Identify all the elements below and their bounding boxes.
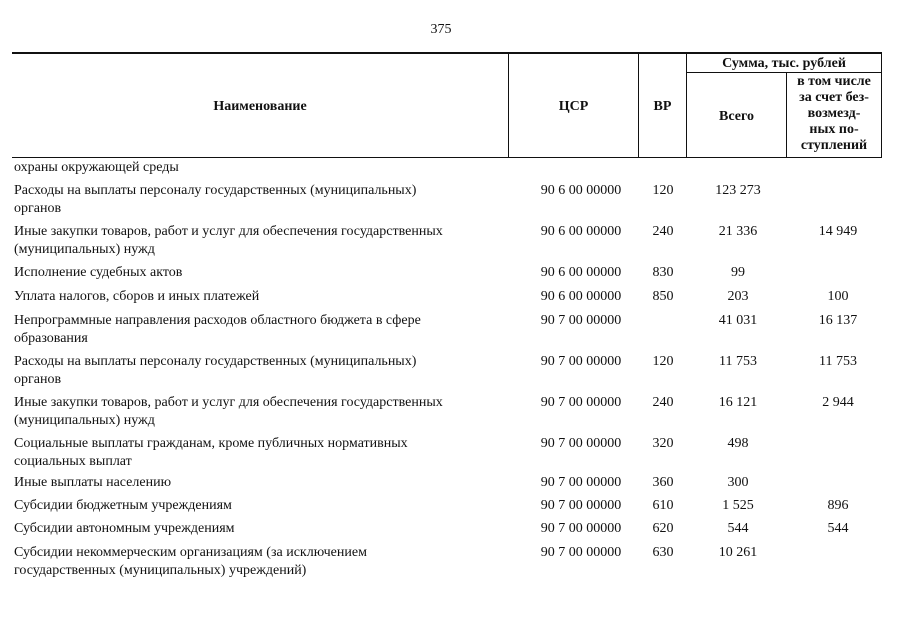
row-csr: 90 7 00 00000 <box>540 354 622 369</box>
row-name: Иные выплаты населению <box>14 475 172 490</box>
row-vr: 240 <box>652 395 674 410</box>
row-name: Субсидии некоммерческим организациям (за исключением государственных (муниципальных) учреждений) <box>14 545 367 578</box>
row-csr: 90 7 00 00000 <box>540 498 622 513</box>
row-total: 544 <box>727 521 749 536</box>
row-vr: 240 <box>652 224 674 239</box>
row-vr: 120 <box>652 354 674 369</box>
row-total: 1 525 <box>722 498 754 513</box>
row-total: 16 121 <box>718 395 758 410</box>
row-total: 41 031 <box>718 313 758 328</box>
column-header-free-receipts: в том числе за счет без- возмезд- ных по- ступлений <box>797 74 871 153</box>
row-total: 99 <box>731 265 745 280</box>
row-csr: 90 7 00 00000 <box>540 521 622 536</box>
row-total: 10 261 <box>718 545 758 560</box>
column-header-name: Наименование <box>213 99 307 114</box>
row-csr: 90 7 00 00000 <box>540 545 622 560</box>
row-name: Непрограммные направления расходов областного бюджета в сфере образования <box>14 313 421 346</box>
row-free-receipts: 544 <box>827 521 849 536</box>
column-header-sum-group: Сумма, тыс. рублей <box>722 56 846 71</box>
header-bottom-border <box>12 157 882 158</box>
row-name: Расходы на выплаты персоналу государственных (муниципальных) органов <box>14 183 417 216</box>
row-vr: 620 <box>652 521 674 536</box>
row-vr: 360 <box>652 475 674 490</box>
row-free-receipts: 100 <box>827 289 849 304</box>
row-name: Социальные выплаты гражданам, кроме публичных нормативных социальных выплат <box>14 436 408 469</box>
row-csr: 90 6 00 00000 <box>540 289 622 304</box>
header-right-border <box>881 53 882 158</box>
row-name: Уплата налогов, сборов и иных платежей <box>14 289 260 304</box>
row-vr: 850 <box>652 289 674 304</box>
row-total: 21 336 <box>718 224 758 239</box>
row-total: 11 753 <box>719 354 757 369</box>
sum-group-divider <box>686 72 882 73</box>
page-number: 375 <box>430 22 452 37</box>
row-vr: 610 <box>652 498 674 513</box>
row-name: Субсидии автономным учреждениям <box>14 521 235 536</box>
row-name: Субсидии бюджетным учреждениям <box>14 498 232 513</box>
column-header-vr: ВР <box>653 99 672 114</box>
row-total: 498 <box>727 436 749 451</box>
row-free-receipts: 2 944 <box>822 395 854 410</box>
row-name: Расходы на выплаты персоналу государственных (муниципальных) органов <box>14 354 417 387</box>
row-csr: 90 6 00 00000 <box>540 265 622 280</box>
row-csr: 90 7 00 00000 <box>540 436 622 451</box>
row-free-receipts: 14 949 <box>818 224 858 239</box>
column-header-csr: ЦСР <box>558 99 589 114</box>
row-free-receipts: 16 137 <box>818 313 858 328</box>
row-name: Иные закупки товаров, работ и услуг для обеспечения государственных (муниципальных) нужд <box>14 395 443 428</box>
row-vr: 630 <box>652 545 674 560</box>
row-csr: 90 7 00 00000 <box>540 313 622 328</box>
column-header-total: Всего <box>719 109 754 124</box>
row-free-receipts: 896 <box>827 498 849 513</box>
row-name: Исполнение судебных актов <box>14 265 183 280</box>
header-top-border <box>12 52 882 54</box>
row-total: 123 273 <box>715 183 761 198</box>
row-total: 300 <box>727 475 749 490</box>
row-name: охраны окружающей среды <box>14 160 179 175</box>
row-csr: 90 6 00 00000 <box>540 224 622 239</box>
row-csr: 90 7 00 00000 <box>540 395 622 410</box>
row-csr: 90 6 00 00000 <box>540 183 622 198</box>
row-vr: 320 <box>652 436 674 451</box>
row-vr: 120 <box>652 183 674 198</box>
row-name: Иные закупки товаров, работ и услуг для обеспечения государственных (муниципальных) нужд <box>14 224 443 257</box>
row-total: 203 <box>727 289 749 304</box>
row-csr: 90 7 00 00000 <box>540 475 622 490</box>
row-vr: 830 <box>652 265 674 280</box>
row-free-receipts: 11 753 <box>819 354 857 369</box>
